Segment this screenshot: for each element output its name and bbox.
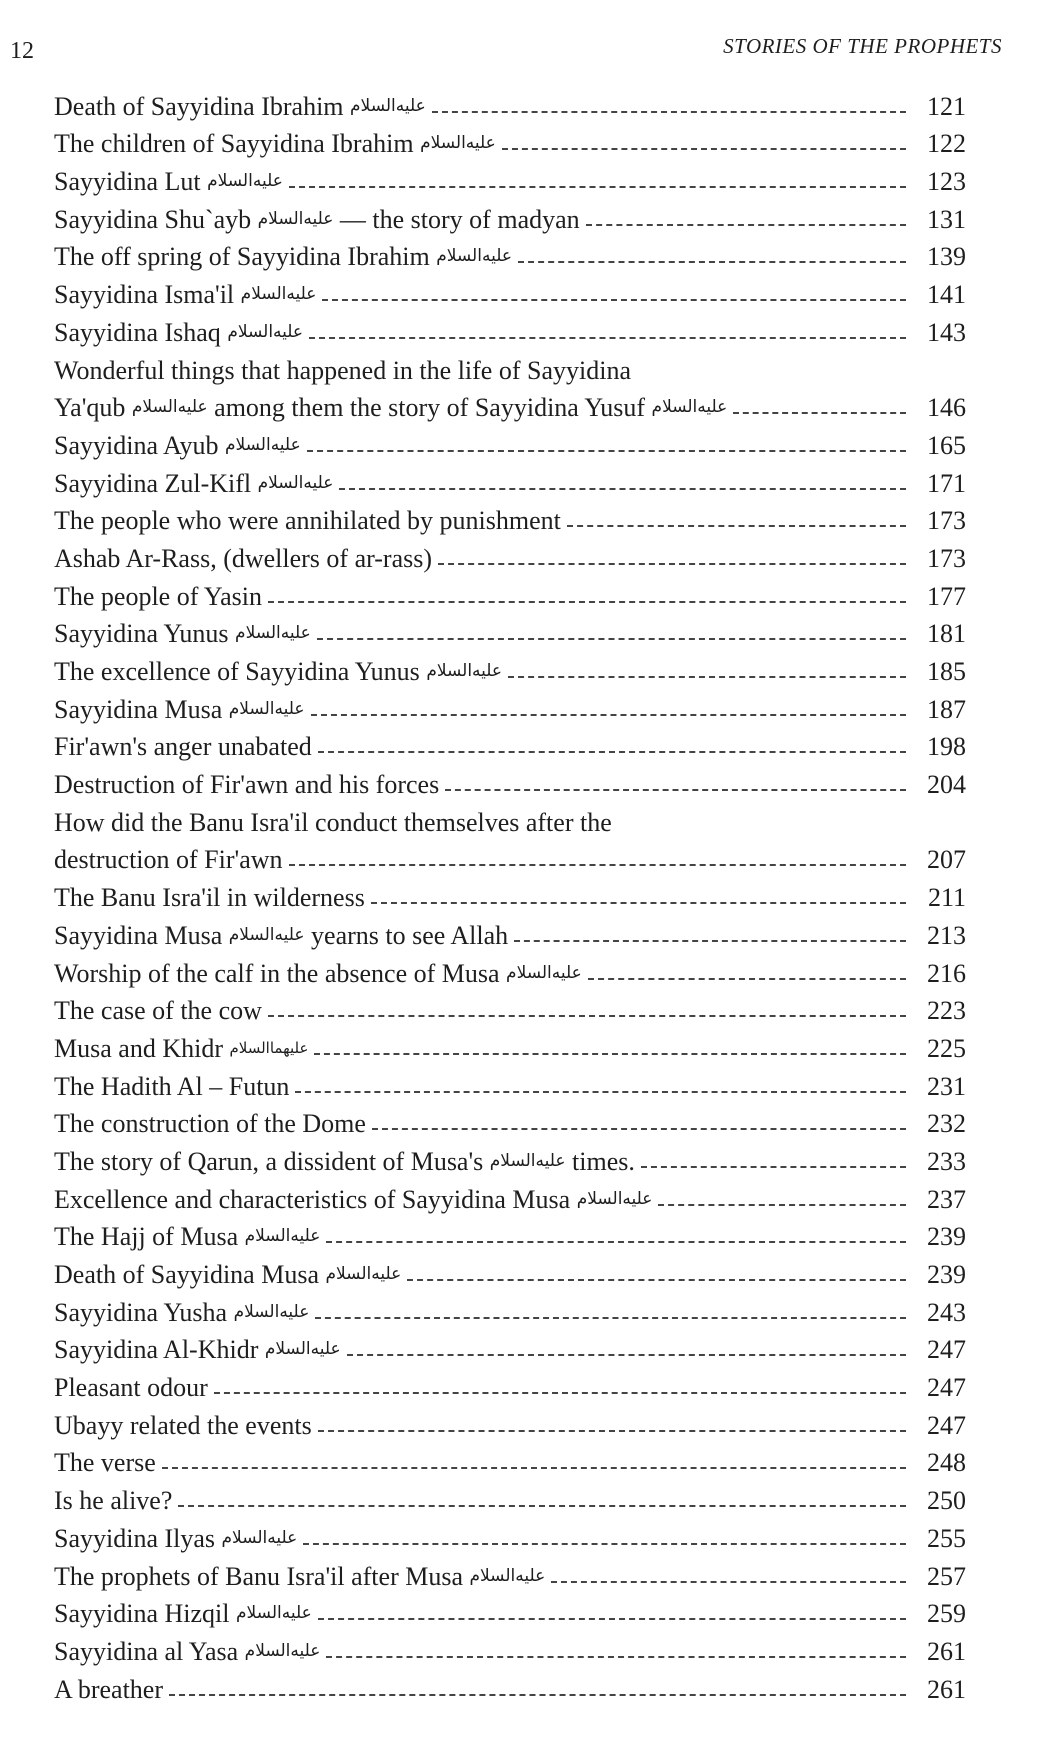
toc-entry-title: Sayyidina Musa	[54, 920, 223, 950]
toc-entry-title: The Hajj of Musa	[54, 1222, 239, 1252]
dot-leader	[371, 902, 906, 904]
toc-page-number: 171	[927, 468, 966, 498]
dot-leader	[295, 1091, 906, 1093]
toc-entry-title: destruction of Fir'awn	[54, 845, 283, 875]
toc-entry-title-continued: — the story of madyan	[339, 204, 580, 234]
toc-row[interactable]	[54, 612, 966, 650]
toc-row[interactable]	[54, 1102, 966, 1140]
toc-entry-title: Sayyidina Hizqil	[54, 1599, 230, 1629]
honorific-glyph: عليه‌السلام	[257, 208, 334, 229]
toc-page-number: 233	[927, 1146, 966, 1176]
honorific-glyph: عليه‌السلام	[235, 623, 311, 644]
dot-leader	[372, 1128, 906, 1130]
toc-entry-title: Ubayy related the events	[54, 1410, 312, 1440]
dot-leader	[268, 601, 906, 603]
toc-entry-title: Sayyidina Lut	[54, 167, 201, 197]
toc-row[interactable]	[54, 1139, 966, 1177]
toc-row[interactable]	[54, 197, 966, 235]
honorific-glyph: عليه‌السلام	[224, 434, 301, 455]
honorific-glyph: عليه‌السلام	[235, 1603, 312, 1624]
toc-row[interactable]	[54, 499, 966, 537]
toc-entry-title: The Banu Isra'il in wilderness	[54, 883, 365, 913]
dot-leader	[289, 864, 906, 866]
toc-page-number: 146	[927, 393, 966, 423]
honorific-glyph: عليه‌السلام	[489, 1150, 566, 1171]
honorific-dual-glyph: عليهماالسلام	[229, 1038, 309, 1057]
dot-leader	[214, 1392, 906, 1394]
toc-page-number: 123	[927, 167, 966, 197]
toc-row[interactable]	[54, 1328, 966, 1366]
toc-row[interactable]	[54, 461, 966, 499]
toc-row[interactable]	[54, 1403, 966, 1441]
dot-leader	[318, 751, 906, 753]
toc-entry-title: Excellence and characteristics of Sayyidina Musa	[54, 1184, 571, 1214]
toc-row[interactable]	[54, 913, 966, 951]
toc-page-number: 259	[927, 1599, 966, 1629]
honorific-glyph: عليه‌السلام	[257, 472, 334, 493]
dot-leader	[567, 525, 906, 527]
toc-entry-title: Destruction of Fir'awn and his forces	[54, 770, 440, 800]
honorific-glyph: عليه‌السلام	[436, 246, 512, 267]
toc-row[interactable]	[54, 122, 966, 160]
toc-entry-title: Sayyidina Ishaq	[54, 317, 221, 347]
honorific-glyph: عليه‌السلام	[469, 1565, 546, 1586]
dot-leader	[162, 1467, 906, 1469]
dot-leader	[309, 337, 906, 339]
dot-leader	[641, 1166, 906, 1168]
toc-row[interactable]	[54, 1064, 966, 1102]
dot-leader	[315, 1317, 906, 1319]
toc-row[interactable]	[54, 574, 966, 612]
toc-page-number: 141	[927, 280, 966, 310]
honorific-glyph: عليه‌السلام	[426, 661, 503, 681]
dot-leader	[178, 1505, 906, 1507]
toc-row[interactable]	[54, 310, 966, 348]
toc-row[interactable]	[54, 1629, 966, 1667]
toc-entry-title: Sayyidina Al-Khidr	[54, 1335, 259, 1365]
toc-row[interactable]	[54, 1026, 966, 1064]
dot-leader	[551, 1581, 906, 1583]
toc-row[interactable]	[54, 1365, 966, 1403]
toc-page-number: 143	[927, 317, 966, 347]
toc-row[interactable]	[54, 423, 966, 461]
toc-page-number: 247	[927, 1410, 966, 1440]
toc-row[interactable]	[54, 649, 966, 687]
honorific-glyph: عليه‌السلام	[244, 1640, 321, 1661]
dot-leader	[307, 450, 906, 452]
toc-entry-title: Death of Sayyidina Musa	[54, 1260, 320, 1289]
toc-page-number: 231	[927, 1071, 966, 1101]
toc-page-number: 239	[927, 1222, 966, 1252]
toc-row-wrapped[interactable]	[54, 800, 966, 838]
toc-entry-title: Sayyidina Ilyas	[54, 1523, 216, 1553]
dot-leader	[318, 1430, 906, 1432]
page-number: 12	[10, 38, 34, 64]
toc-entry-title: Is he alive?	[54, 1486, 173, 1516]
toc-entry-title: A breather	[54, 1674, 164, 1704]
toc-entry-title: The people of Yasin	[54, 581, 262, 611]
dot-leader	[326, 1656, 906, 1658]
toc-page-number: 122	[927, 129, 966, 159]
toc-row[interactable]	[54, 1516, 966, 1554]
toc-row[interactable]	[54, 725, 966, 763]
toc-row[interactable]	[54, 235, 966, 273]
toc-row[interactable]	[54, 1441, 966, 1479]
toc-page-number: 261	[927, 1674, 966, 1704]
toc-page-number: 139	[927, 242, 966, 272]
toc-entry-title: The people who were annihilated by punishment	[54, 506, 561, 536]
toc-entry-title: Wonderful things that happened in the life of Sayyidina	[54, 355, 631, 385]
toc-row[interactable]	[54, 875, 966, 913]
toc-entry-title-continued: yearns to see Allah	[311, 920, 509, 950]
toc-row[interactable]	[54, 1478, 966, 1516]
toc-page-number: 243	[927, 1297, 966, 1327]
toc-page-number: 131	[927, 204, 966, 234]
honorific-glyph: عليه‌السلام	[420, 133, 496, 154]
dot-leader	[169, 1694, 906, 1696]
toc-page-number: 216	[927, 958, 966, 988]
toc-page-number: 225	[927, 1033, 966, 1063]
toc-entry-title: Sayyidina Ayub	[54, 430, 219, 460]
toc-entry-title: Musa and Khidr	[54, 1033, 223, 1063]
toc-page-number: 232	[927, 1109, 966, 1139]
dot-leader	[502, 148, 906, 150]
dot-leader	[407, 1279, 906, 1281]
toc-entry-title: Sayyidina Yusha	[54, 1297, 228, 1327]
toc-row[interactable]	[54, 1252, 966, 1290]
toc-entry-title: The prophets of Banu Isra'il after Musa	[54, 1561, 464, 1591]
toc-entry-title: The Hadith Al – Futun	[54, 1071, 290, 1101]
toc-entry-title: The verse	[54, 1448, 156, 1478]
dot-leader	[586, 224, 906, 226]
toc-page-number: 173	[927, 506, 966, 536]
toc-entry-title: Death of Sayyidina Ibrahim	[54, 91, 344, 121]
toc-row[interactable]	[54, 1667, 966, 1705]
toc-page-number: 239	[927, 1260, 966, 1289]
toc-page-number: 257	[927, 1561, 966, 1591]
honorific-glyph: عليه‌السلام	[576, 1188, 653, 1209]
toc-row[interactable]	[54, 84, 966, 122]
dot-leader	[289, 186, 906, 188]
toc-row[interactable]	[54, 1554, 966, 1592]
honorific-glyph: عليه‌السلام	[506, 962, 582, 983]
toc-page-number: 173	[927, 543, 966, 573]
dot-leader	[314, 1053, 906, 1055]
toc-row[interactable]	[54, 386, 966, 424]
toc-page-number: 211	[927, 883, 966, 913]
toc-page-number: 165	[927, 430, 966, 460]
toc-page-number: 204	[927, 770, 966, 800]
dot-leader	[445, 789, 906, 791]
toc-row-wrapped[interactable]	[54, 348, 966, 386]
toc-entry-title: The off spring of Sayyidina Ibrahim	[54, 242, 430, 272]
honorific-glyph: عليه‌السلام	[228, 924, 305, 945]
honorific-glyph: عليه‌السلام	[228, 698, 305, 719]
toc-page-number: 198	[927, 732, 966, 762]
toc-page-number: 213	[927, 920, 966, 950]
honorific-glyph: عليه‌السلام	[227, 321, 304, 342]
dot-leader	[317, 638, 906, 640]
toc-entry-title: The case of the cow	[54, 996, 262, 1026]
toc-entry-title-continued: times.	[572, 1146, 635, 1176]
dot-leader	[347, 1354, 906, 1356]
honorific-glyph: عليه‌السلام	[651, 397, 728, 418]
honorific-glyph: عليه‌السلام	[233, 1301, 310, 1322]
dot-leader	[311, 714, 906, 716]
honorific-glyph: عليه‌السلام	[350, 95, 426, 116]
toc-entry-title: The children of Sayyidina Ibrahim	[54, 129, 414, 159]
toc-row[interactable]	[54, 1592, 966, 1630]
toc-entry-title: How did the Banu Isra'il conduct themselves after the	[54, 807, 612, 837]
dot-leader	[303, 1543, 906, 1545]
table-of-contents	[54, 84, 966, 1705]
toc-page-number: 207	[927, 845, 966, 875]
toc-entry-title: Sayyidina Isma'il	[54, 280, 235, 310]
toc-page-number: 247	[927, 1373, 966, 1403]
dot-leader	[508, 676, 906, 678]
honorific-glyph: عليه‌السلام	[244, 1226, 321, 1247]
toc-entry-title: The excellence of Sayyidina Yunus	[54, 657, 420, 686]
dot-leader	[658, 1204, 906, 1206]
toc-entry-title: Sayyidina al Yasa	[54, 1636, 239, 1666]
toc-page-number: 181	[927, 619, 966, 649]
dot-leader	[733, 412, 906, 414]
toc-entry-title-continued: among them the story of Sayyidina Yusuf	[214, 393, 646, 423]
dot-leader	[318, 1618, 906, 1620]
toc-page-number: 247	[927, 1335, 966, 1365]
toc-page-number: 255	[927, 1523, 966, 1553]
honorific-glyph: عليه‌السلام	[325, 1264, 402, 1284]
toc-entry-title: Sayyidina Zul-Kifl	[54, 468, 252, 498]
toc-entry-title: The story of Qarun, a dissident of Musa's	[54, 1146, 484, 1176]
dot-leader	[339, 488, 906, 490]
dot-leader	[432, 111, 906, 113]
honorific-glyph: عليه‌السلام	[221, 1527, 298, 1548]
toc-page-number: 248	[927, 1448, 966, 1478]
toc-row[interactable]	[54, 989, 966, 1027]
dot-leader	[514, 940, 906, 942]
toc-entry-title: Pleasant odour	[54, 1373, 208, 1403]
dot-leader	[588, 978, 906, 980]
dot-leader	[438, 563, 906, 565]
toc-entry-title: Ya'qub	[54, 393, 126, 423]
toc-page-number: 121	[927, 91, 966, 121]
dot-leader	[518, 261, 906, 263]
toc-row[interactable]	[54, 838, 966, 876]
toc-page-number: 237	[927, 1184, 966, 1214]
toc-row[interactable]	[54, 762, 966, 800]
toc-row[interactable]	[54, 1215, 966, 1253]
toc-row[interactable]	[54, 687, 966, 725]
honorific-glyph: عليه‌السلام	[264, 1339, 341, 1360]
toc-row[interactable]	[54, 536, 966, 574]
toc-page-number: 187	[927, 694, 966, 724]
toc-entry-title: The construction of the Dome	[54, 1109, 366, 1139]
toc-row[interactable]	[54, 1177, 966, 1215]
running-head: STORIES OF THE PROPHETS	[723, 34, 1002, 58]
toc-row[interactable]	[54, 159, 966, 197]
toc-entry-title: Ashab Ar-Rass, (dwellers of ar-rass)	[54, 543, 433, 573]
toc-row[interactable]	[54, 951, 966, 989]
dot-leader	[326, 1241, 906, 1243]
toc-entry-title: Fir'awn's anger unabated	[54, 732, 312, 762]
toc-row[interactable]	[54, 272, 966, 310]
dot-leader	[322, 299, 906, 301]
toc-entry-title: Sayyidina Yunus	[54, 619, 229, 649]
honorific-glyph: عليه‌السلام	[240, 284, 317, 305]
honorific-glyph: عليه‌السلام	[131, 397, 208, 418]
toc-page-number: 223	[927, 996, 966, 1026]
toc-entry-title: Sayyidina Musa	[54, 694, 223, 724]
dot-leader	[268, 1015, 906, 1017]
toc-page-number: 177	[927, 581, 966, 611]
toc-row[interactable]	[54, 1290, 966, 1328]
toc-entry-title: Sayyidina Shu`ayb	[54, 204, 252, 234]
toc-page-number: 185	[927, 657, 966, 686]
toc-entry-title: Worship of the calf in the absence of Musa	[54, 958, 500, 988]
toc-page-number: 250	[927, 1486, 966, 1516]
toc-page-number: 261	[927, 1636, 966, 1666]
honorific-glyph: عليه‌السلام	[207, 171, 283, 192]
